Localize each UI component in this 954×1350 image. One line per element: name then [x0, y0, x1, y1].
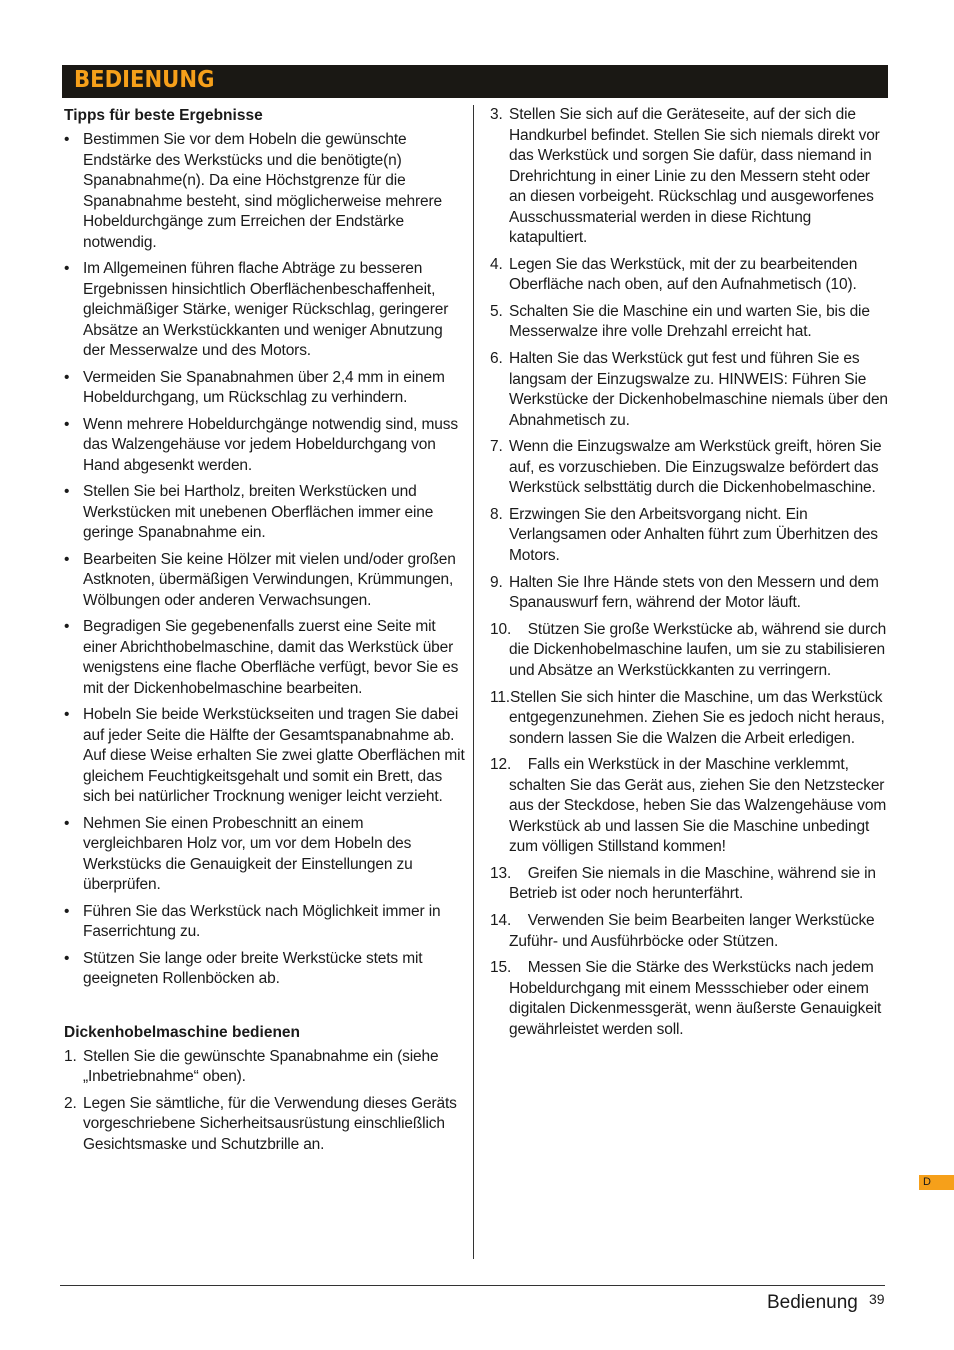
list-item: 12. Falls ein Werkstück in der Maschine verklemmt, schalten Sie das Gerät aus, ziehen Sie den Netzstecker aus der Steckdose, heben Sie das Walzengehäuse vom Werkstück ab und lassen Sie die Maschine unbedingt zum völligen Stillstand kommen! — [490, 756, 891, 856]
list-item: • Hobeln Sie beide Werkstückseiten und tragen Sie dabei auf jeder Seite die Hälfte der Gesamtspanabnahme ab. Auf diese Weise erhalten Sie zwei glatte Oberflächen mit gleichem Feuchtigkeitsgehalt und somit ein Brett, das sich bei natürlicher Trocknung weniger leicht verzieht. — [64, 706, 465, 805]
list-item: 15. Messen Sie die Stärke des Werkstücks nach jedem Hobeldurchgang mit einem Messschieber oder einem digitalen Dickenmessgerät, wenn äußerste Genauigkeit gewährleistet werden soll. — [490, 959, 886, 1038]
footer-section-label: Bedienung — [767, 1292, 858, 1313]
list-item: 14. Verwenden Sie beim Bearbeiten langer Werkstücke Zuführ- und Ausführböcke oder Stützen. — [490, 912, 879, 950]
step-number: 5. — [490, 302, 503, 320]
list-item: • Bestimmen Sie vor dem Hobeln die gewünschte Endstärke des Werkstücks und die benötigte(n) Spanabnahme(n). Da eine Höchstgrenze für die Spanabnahme besteht, sind möglicherweise mehrere Hobeldurchgänge zum Erreichen der Endstärke notwendig. — [64, 131, 442, 251]
step-number: 3. — [490, 106, 503, 123]
step-number: 13. — [490, 864, 512, 882]
left-column — [64, 105, 466, 1161]
column-divider — [473, 105, 474, 1259]
list-item: • Bearbeiten Sie keine Hölzer mit vielen und/oder großen Astknoten, übermäßigen Verwindungen, Krümmungen, Wölbungen oder anderen Verwachsungen. — [64, 550, 456, 609]
language-tab-label: D — [923, 1176, 931, 1188]
step-number: 14. — [490, 912, 512, 930]
bullet-icon: • — [64, 368, 70, 386]
step-number: 1. — [64, 1047, 77, 1065]
step-number: 10. — [490, 620, 512, 638]
list-item: 11.Stellen Sie sich hinter die Maschine, um das Werkstück entgegenzunehmen. Ziehen Sie es jedoch nicht heraus, sondern lassen Sie die Walzen die Arbeit erledigen. — [490, 688, 889, 747]
language-tab — [919, 1175, 954, 1190]
bullet-icon: • — [64, 131, 70, 148]
bullet-icon: • — [64, 415, 70, 433]
step-number: 7. — [490, 438, 503, 456]
operate-steps-continued — [490, 105, 890, 1040]
bullet-icon: • — [64, 902, 70, 920]
operate-heading: Dickenhobelmaschine bedienen — [64, 1023, 301, 1041]
bullet-icon: • — [64, 814, 70, 832]
page-number: 39 — [869, 1291, 885, 1307]
step-number: 15. — [490, 959, 512, 977]
list-item: • Begradigen Sie gegebenenfalls zuerst eine Seite mit einer Abrichthobelmaschine, damit das Werkstück über wenigstens eine flache Oberfläche verfügt, bevor Sie es mit der Dickenhobelmaschine bearbeiten. — [64, 618, 459, 697]
bullet-icon: • — [64, 618, 70, 635]
step-number: 2. — [64, 1094, 77, 1112]
list-item: 1. Stellen Sie die gewünschte Spanabnahme ein (siehe „Inbetriebnahme“ oben). — [64, 1047, 439, 1085]
list-item: 4. Legen Sie das Werkstück, mit der zu bearbeitenden Oberfläche nach oben, auf den Aufnahmetisch (10). — [490, 255, 858, 294]
bullet-icon: • — [64, 949, 70, 967]
list-item: • Stellen Sie bei Hartholz, breiten Werkstücken und Werkstücken mit unebenen Oberflächen immer eine geringe Spanabnahme ein. — [64, 483, 434, 541]
list-item: • Wenn mehrere Hobeldurchgänge notwendig sind, muss das Walzengehäuse vor jedem Hobeldurchgang von Hand abgesenkt werden. — [64, 415, 458, 474]
operate-steps — [64, 1047, 466, 1156]
section-header-bar — [62, 65, 888, 98]
list-item: 6. Halten Sie das Werkstück gut fest und führen Sie es langsam der Einzugswalze zu. HINWEIS: Führen Sie Werkstücke der Dickenhobelmaschine niemals über den Abnahmetisch zu. — [490, 350, 888, 429]
tips-heading: Tipps für beste Ergebnisse — [64, 107, 263, 124]
list-item: 9. Halten Sie Ihre Hände stets von den Messern und dem Spanauswurf fern, während der Motor läuft. — [490, 573, 879, 612]
step-number: 9. — [490, 573, 503, 591]
bullet-icon: • — [64, 706, 70, 723]
step-number: 11. — [490, 688, 510, 706]
bullet-icon: • — [64, 550, 70, 568]
list-item: • Nehmen Sie einen Probeschnitt an einem vergleichbaren Holz vor, um vor dem Hobeln des Werkstücks die Genauigkeit der Einstellungen zu überprüfen. — [64, 814, 413, 893]
footer-divider — [60, 1285, 885, 1286]
list-item: 13. Greifen Sie niemals in die Maschine, während sie in Betrieb ist oder noch herunterfährt. — [490, 864, 881, 903]
list-item: 5. Schalten Sie die Maschine ein und warten Sie, bis die Messerwalze ihre volle Drehzahl erreicht hat. — [490, 302, 870, 341]
list-item: • Im Allgemeinen führen flache Abträge zu besseren Ergebnissen hinsichtlich Oberflächenbeschaffenheit, gleichmäßiger Stärke, weniger Rückschlag, geringerer Absätze an Werkstückkanten und weniger Abnutzung der Messerwalze und des Motors. — [64, 260, 449, 359]
list-item: 2. Legen Sie sämtliche, für die Verwendung dieses Geräts vorgeschriebene Sicherheitsausrüstung einschließlich Gesichtsmaske und Schutzbrille an. — [64, 1094, 457, 1153]
list-item: 3. Stellen Sie sich auf die Geräteseite, auf der sich die Handkurbel befindet. Stellen Sie sich niemals direkt vor das Werkstück und sorgen Sie dafür, dass niemand in Drehrichtung in einer Linie zu den Messern steht oder an diesen vorbeigeht. Rückschlag und ausgeworfenes Ausschussmaterial werden in diese Richtung katapultiert. — [490, 106, 880, 246]
section-title: BEDIENUNG — [74, 67, 215, 93]
list-item: • Führen Sie das Werkstück nach Möglichkeit immer in Faserrichtung zu. — [64, 902, 441, 940]
step-number: 6. — [490, 350, 503, 368]
step-number: 8. — [490, 505, 503, 523]
list-item: 8. Erzwingen Sie den Arbeitsvorgang nicht. Ein Verlangsamen oder Anhalten führt zum Überhitzen des Motors. — [490, 505, 878, 564]
bullet-icon: • — [64, 260, 70, 277]
right-column — [490, 105, 890, 1046]
list-item: • Vermeiden Sie Spanabnahmen über 2,4 mm in einem Hobeldurchgang, um Rückschlag zu verhindern. — [64, 368, 445, 406]
step-number: 12. — [490, 756, 512, 774]
step-number: 4. — [490, 255, 503, 273]
list-item: 7. Wenn die Einzugswalze am Werkstück greift, hören Sie auf, es vorzuschieben. Die Einzugswalze befördert das Werkstück selbsttätig durch die Dickenhobelmaschine. — [490, 438, 882, 497]
tips-list — [64, 130, 466, 990]
list-item: • Stützen Sie lange oder breite Werkstücke stets mit geeigneten Rollenböcken ab. — [64, 949, 423, 987]
bullet-icon: • — [64, 483, 70, 500]
list-item: 10. Stützen Sie große Werkstücke ab, während sie durch die Dickenhobelmaschine laufen, um sie zu stabilisieren und Absätze an Werkstückkanten zu verringern. — [490, 620, 891, 679]
